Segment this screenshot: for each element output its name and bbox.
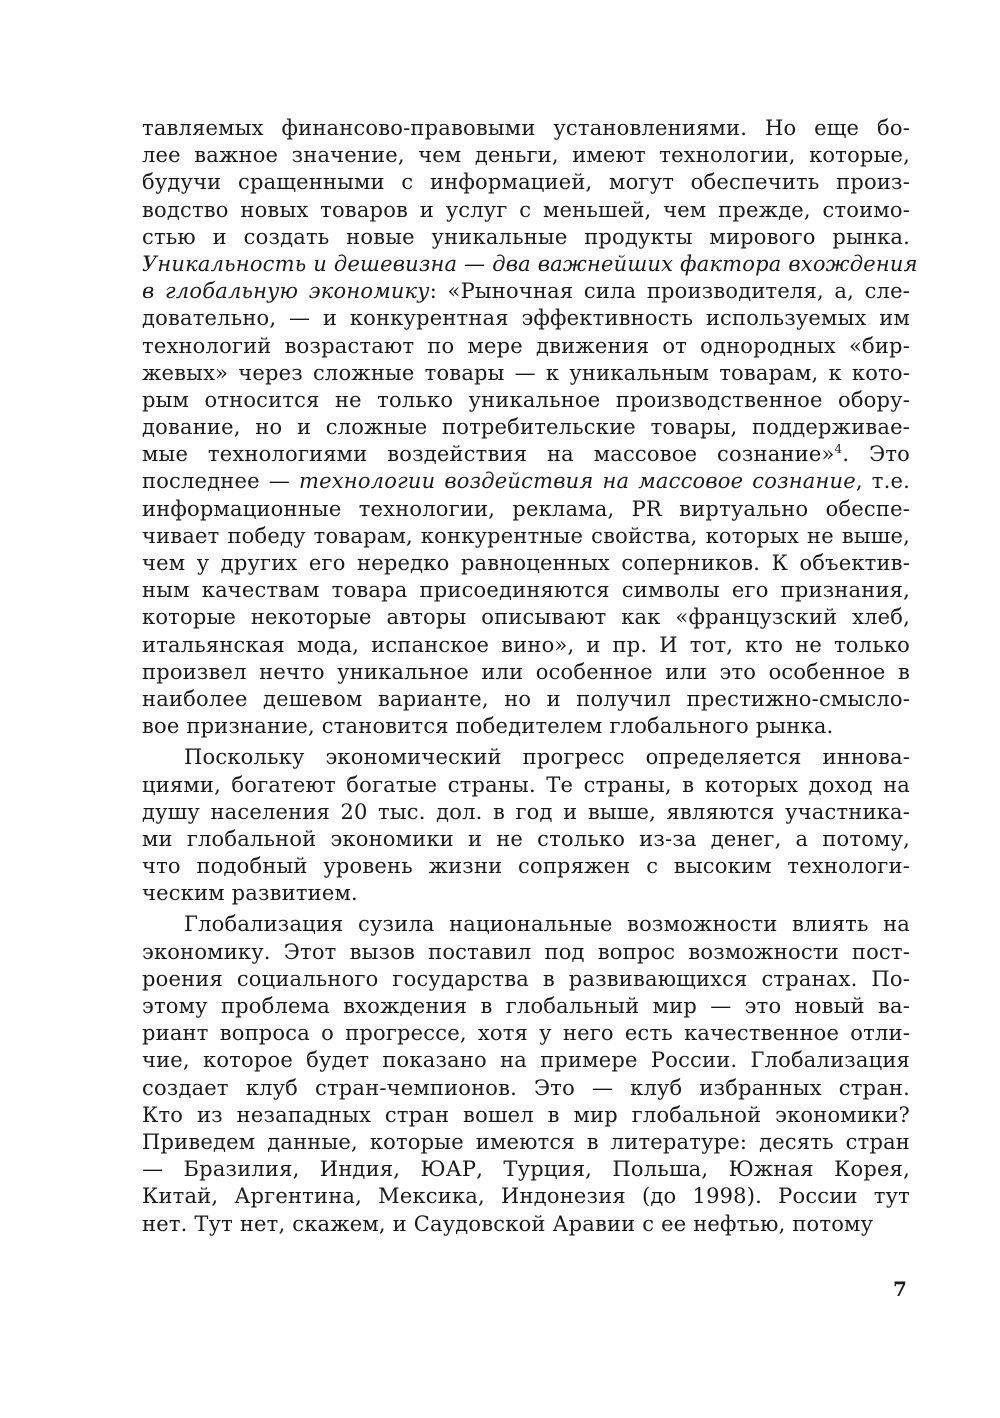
text-line <box>142 496 910 523</box>
text-line <box>142 713 910 740</box>
text-run: , т.е. <box>855 469 911 494</box>
text-run: довательно, — и конкурентная эффективность используемых им <box>142 306 910 331</box>
text-run: создает клуб стран-чемпионов. Это — клуб избранных стран. <box>142 1075 910 1100</box>
text-line <box>142 224 910 251</box>
text-run: тавляемых финансово-правовыми установлениями. Но еще бо- <box>142 116 910 140</box>
text-line <box>142 169 910 196</box>
text-line <box>142 744 910 771</box>
italic-text: в глобальную экономику <box>142 279 430 304</box>
text-run: ми глобальной экономики и не столько из-за денег, а потому, <box>142 826 910 851</box>
text-line <box>142 1102 910 1129</box>
text-line <box>142 305 910 332</box>
paragraph <box>142 744 910 907</box>
text-line <box>142 1075 910 1102</box>
text-line <box>142 659 910 686</box>
text-line <box>142 826 910 853</box>
text-run: риант вопроса о прогрессе, хотя у него есть качественное отли- <box>142 1021 910 1046</box>
paragraph <box>142 911 910 1237</box>
text-run: : «Рыночная сила производителя, а, сле- <box>429 279 910 304</box>
text-line <box>142 523 910 550</box>
text-run: Глобализация сузила национальные возможности влиять на <box>184 912 910 937</box>
text-run: информационные технологии, реклама, PR виртуально обеспе- <box>142 496 910 521</box>
text-line <box>142 387 910 414</box>
text-line <box>142 1156 910 1183</box>
text-run: последнее — <box>142 469 300 494</box>
text-line <box>142 441 910 468</box>
text-line <box>142 278 910 305</box>
text-run: циями, богатеют богатые страны. Те страны, в которых доход на <box>142 772 910 797</box>
text-line <box>142 1129 910 1156</box>
text-run: Кто из незападных стран вошел в мир глобальной экономики? <box>142 1102 910 1127</box>
text-line <box>142 1183 910 1210</box>
text-run: Китай, Аргентина, Мексика, Индонезия (до 1998). России тут <box>142 1184 910 1209</box>
text-line <box>142 468 910 495</box>
text-run: нет. Тут нет, скажем, и Саудовской Аравии с ее нефтью, потому <box>142 1211 874 1236</box>
text-line <box>142 686 910 713</box>
text-line <box>142 939 910 966</box>
text-line <box>142 1211 910 1238</box>
text-run: чие, которое будет показано на примере России. Глобализация <box>142 1048 910 1073</box>
text-run: ным качествам товара присоединяются символы его признания, <box>142 578 910 603</box>
text-run: жевых» через сложные товары — к уникальным товарам, к кото- <box>142 360 910 385</box>
text-line <box>142 632 910 659</box>
text-run: экономику. Этот вызов поставил под вопрос возможности пост- <box>142 939 910 964</box>
text-line <box>142 993 910 1020</box>
text-run: будучи сращенными с информацией, могут обеспечить произ- <box>142 170 910 195</box>
text-line <box>142 197 910 224</box>
body-text <box>142 115 918 1238</box>
text-run: итальянская мода, испанское вино», и пр. И тот, кто не только <box>142 632 910 657</box>
text-run: произвел нечто уникальное или особенное или это особенное в <box>142 659 910 684</box>
text-line <box>142 880 910 907</box>
text-run: чем у других его нередко равноценных соперников. К объектив- <box>142 551 910 575</box>
text-run: . Это <box>842 442 910 467</box>
text-line <box>142 1047 910 1074</box>
text-line <box>142 550 910 577</box>
text-line <box>142 414 910 441</box>
text-run: Приведем данные, которые имеются в литературе: десять стран <box>142 1129 910 1154</box>
text-line <box>142 966 910 993</box>
text-run: лее важное значение, чем деньги, имеют технологии, которые, <box>142 143 910 168</box>
text-run: мые технологиями воздействия на массовое сознание» <box>142 442 835 467</box>
text-run: водство новых товаров и услуг с меньшей, чем прежде, стоимо- <box>142 197 910 222</box>
text-run: душу населения 20 тыс. дол. в год и выше, являются участника- <box>142 799 910 824</box>
text-line <box>142 853 910 880</box>
text-run: стью и создать новые уникальные продукты мирового рынка. <box>142 224 910 249</box>
text-line <box>142 604 910 631</box>
text-run: которые некоторые авторы описывают как «французский хлеб, <box>142 605 910 630</box>
paragraph <box>142 115 918 740</box>
text-line <box>142 360 910 387</box>
text-run: этому проблема вхождения в глобальный мир — это новый ва- <box>142 994 910 1018</box>
text-run: что подобный уровень жизни сопряжен с высоким технологи- <box>142 854 910 879</box>
text-line <box>142 577 910 604</box>
text-run: ческим развитием. <box>142 881 358 906</box>
text-line <box>142 251 918 278</box>
text-run: Поскольку экономический прогресс определяется иннова- <box>184 745 910 770</box>
text-line <box>142 142 910 169</box>
text-run: роения социального государства в развивающихся странах. По- <box>142 966 910 991</box>
text-run: дование, но и сложные потребительские товары, поддерживае- <box>142 415 910 440</box>
text-run: наиболее дешевом варианте, но и получил престижно-смысло- <box>142 686 910 711</box>
text-run: — Бразилия, Индия, ЮАР, Турция, Польша, Южная Корея, <box>142 1157 910 1182</box>
footnote-marker: 4 <box>834 442 843 457</box>
text-line <box>142 115 910 142</box>
italic-text: Уникальность и дешевизна — два важнейших фактора вхождения <box>142 251 918 276</box>
page-number: 7 <box>893 1277 907 1301</box>
text-line <box>142 333 910 360</box>
text-line <box>142 772 910 799</box>
text-run: чивает победу товарам, конкурентные свойства, которых не выше, <box>142 523 910 548</box>
text-line <box>142 911 910 938</box>
text-line <box>142 1020 910 1047</box>
text-run: вое признание, становится победителем глобального рынка. <box>142 714 834 739</box>
text-run: технологий возрастают по мере движения от однородных «бир- <box>142 333 910 358</box>
text-run: рым относится не только уникальное производственное обору- <box>142 387 910 412</box>
italic-text: технологии воздействия на массовое сознание <box>299 469 856 494</box>
text-line <box>142 799 910 826</box>
